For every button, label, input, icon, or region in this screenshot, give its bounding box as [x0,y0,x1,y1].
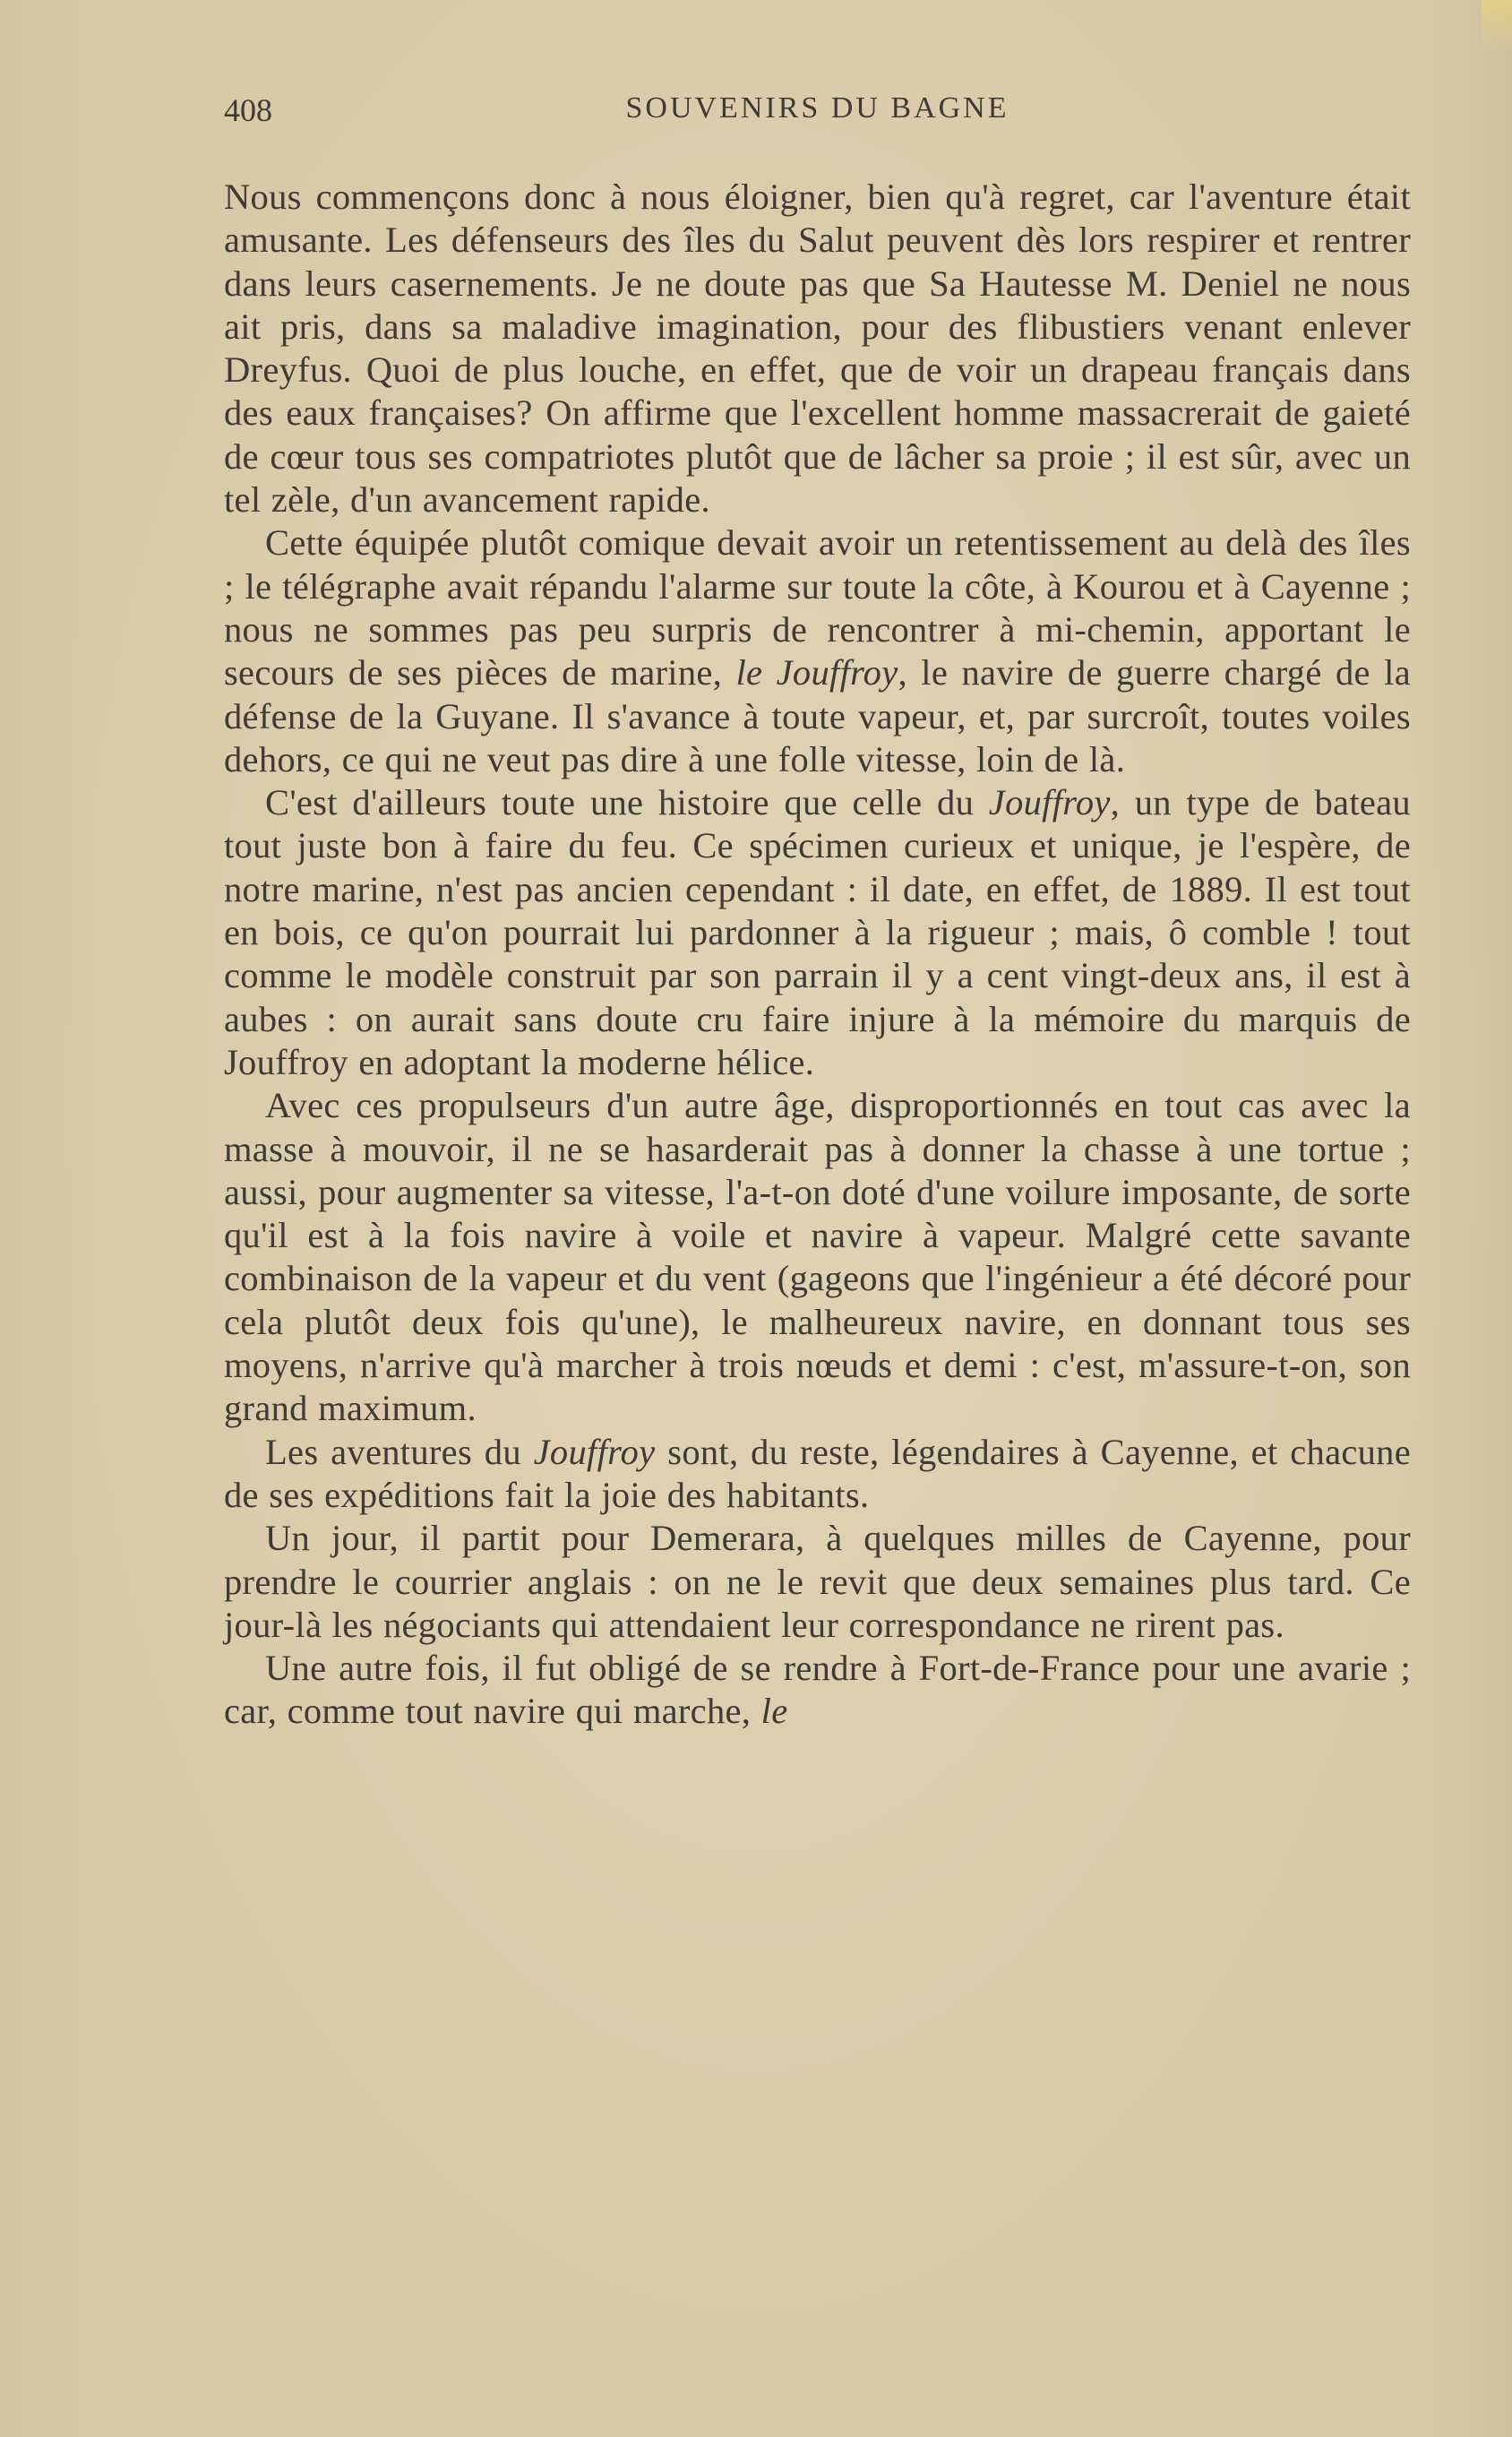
text-run: Une autre fois, il fut obligé de se rendre à Fort-de-France pour une avarie ; car, comme tout navire qui marche, [224,1648,1411,1732]
ship-name-italic: Jouffroy [533,1431,656,1472]
paragraph [224,781,1411,1084]
paragraph [224,1084,1411,1430]
paragraph [224,521,1411,781]
text-run: Avec ces propulseurs d'un autre âge, disproportionnés en tout cas avec la masse à mouvoir, il ne se hasarderait pas à donner la chasse à une tortue ; aussi, pour augmenter sa vitesse, l'a-t-on doté d'une voilure imposante, de sorte qu'il est à la fois navire à voile et navire à vapeur. Malgré cette savante combinaison de la vapeur et du vent (gageons que l'ingénieur a été décoré pour cela plutôt deux fois qu'une), le malheureux navire, en donnant tous ses moyens, n'arrive qu'à marcher à trois nœuds et demi : c'est, m'assure-t-on, son grand maximum. [224,1085,1411,1429]
ship-name-italic: Jouffroy [988,782,1111,823]
text-run: Les aventures du [265,1431,534,1472]
paragraph [224,176,1411,521]
text-run: , le navire de guerre chargé de la défense de la Guyane. Il s'avance à toute vapeur, et, par surcroît, toutes voiles dehors, ce qui ne veut pas dire à une folle vitesse, loin de là. [224,652,1411,779]
page-header [224,86,1411,140]
body-text [224,176,1411,1734]
paragraph [224,1431,1411,1518]
text-run: Nous commençons donc à nous éloigner, bien qu'à regret, car l'aventure était amusante. Les défenseurs des îles du Salut peuvent dès lors respirer et rentrer dans leurs casernements. Je ne doute pas que Sa Hautesse M. Deniel ne nous ait pris, dans sa maladive imagination, pour des flibustiers venant enlever Dreyfus. Quoi de plus louche, en effet, que de voir un drapeau français dans des eaux françaises? On affirme que l'excellent homme massacrerait de gaieté de cœur tous ses compatriotes plutôt que de lâcher sa proie ; il est sûr, avec un tel zèle, d'un avancement rapide. [224,177,1411,521]
text-run: sont, du reste, légendaires à Cayenne, et chacune de ses expéditions fait la joie des habitants. [224,1431,1411,1515]
paragraph [224,1517,1411,1647]
catchword-italic: le [760,1691,788,1732]
text-run: C'est d'ailleurs toute une histoire que celle du [265,782,989,823]
running-title: SOUVENIRS DU BAGNE [625,91,1009,125]
page-corner-stain [1482,0,1512,54]
text-run: Un jour, il partit pour Demerara, à quelques milles de Cayenne, pour prendre le courrier anglais : on ne le revit que deux semaines plus tard. Ce jour-là les négociants qui attendaient leur correspondance ne rirent pas. [224,1518,1411,1645]
paragraph [224,1647,1411,1734]
text-run: Cette équipée plutôt comique devait avoir un retentissement au delà des îles ; le télégraphe avait répandu l'alarme sur toute la côte, à Kourou et à Cayenne ; nous ne sommes pas peu surpris de rencontrer à mi-chemin, apportant le secours de ses pièces de marine, [224,522,1411,693]
text-run: , un type de bateau tout juste bon à faire du feu. Ce spécimen curieux et unique, je l'espère, de notre marine, n'est pas ancien cependant : il date, en effet, de 1889. Il est tout en bois, ce qu'on pourrait lui pardonner à la rigueur ; mais, ô comble ! tout comme le modèle construit par son parrain il y a cent vingt-deux ans, il est à aubes : on aurait sans doute cru faire injure à la mémoire du marquis de Jouffroy en adoptant la moderne hélice. [224,782,1411,1082]
page-number: 408 [224,92,272,128]
ship-name-italic: le Jouffroy [735,652,898,693]
